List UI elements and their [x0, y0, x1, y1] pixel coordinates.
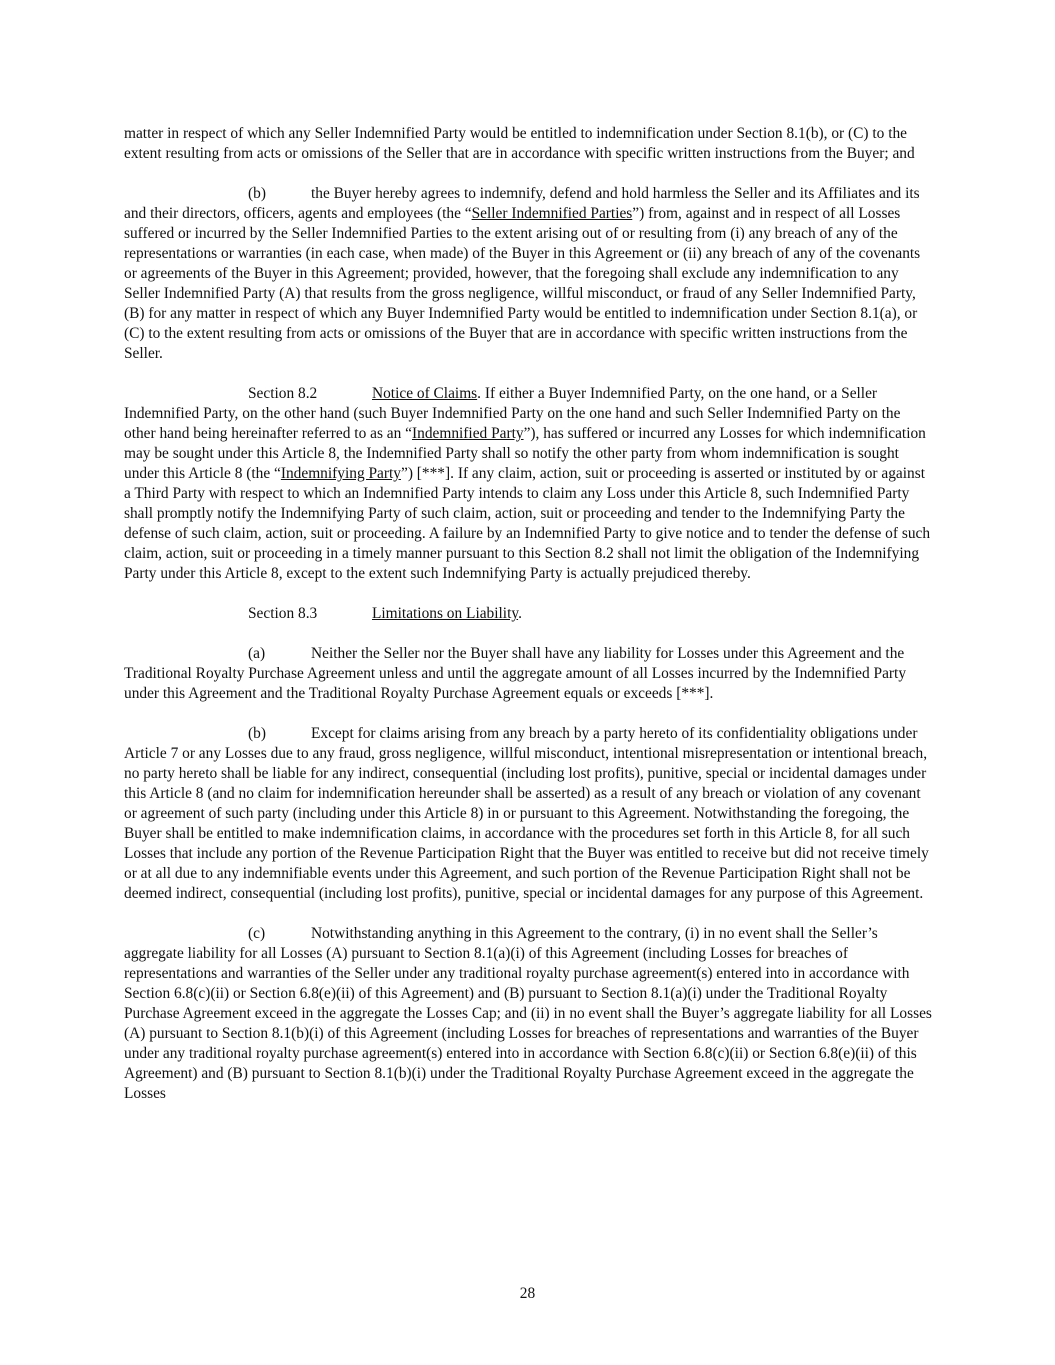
section-number: Section 8.3: [248, 605, 318, 622]
paragraph-text: ”) [***]. If any claim, action, suit or proceeding is asserted or instituted by or against a Third Party with respect to which an Indemnified Party intends to claim any Loss under this Article 8, such Indemnified Party shall promptly notify the Indemnifying Party of such claim, action, suit or proceeding and tender to the Indemnifying Party the defense of such claim, action, suit or proceeding. A failure by an Indemnified Party to give notice and to tender the defense of such claim, action, suit or proceeding in a timely manner pursuant to this Section 8.2 shall not limit the obligation of the Indemnifying Party under this Article 8, except to the extent such Indemnifying Party is actually prejudiced thereby.: [124, 465, 931, 582]
section-number: Section 8.2: [248, 385, 318, 402]
paragraph-label: (c): [248, 925, 266, 942]
paragraph-text: Notwithstanding anything in this Agreement to the contrary, (i) in no event shall the Seller’s aggregate liability for all Losses (A) pursuant to Section 8.1(a)(i) of this Agreement (including Losses for breaches of representations and warranties of the Seller under any traditional royalty purchase agreement(s) entered into in accordance with Section 6.8(c)(ii) or Section 6.8(e)(ii) of this Agreement) and (B) pursuant to Section 8.1(a)(i) under the Traditional Royalty Purchase Agreement exceed in the aggregate the Losses Cap; and (ii) in no event shall the Buyer’s aggregate liability for all Losses (A) pursuant to Section 8.1(b)(i) of this Agreement (including Losses for breaches of representations and warranties of the Buyer under any traditional royalty purchase agreement(s) entered into in accordance with Section 6.8(c)(ii) or Section 6.8(e)(ii) of this Agreement) and (B) pursuant to Section 8.1(b)(i) under the Traditional Royalty Purchase Agreement exceed in the aggregate the Losses: [124, 925, 932, 1102]
paragraph-label: (b): [248, 725, 266, 742]
paragraph-text: ”), has suffered or incurred any Losses for which indemnification may be sought under this Article 8, the Indemnified Party shall so notify the other party from whom indemnification is sought under this Article 8 (the “: [124, 425, 926, 482]
paragraph-continuation: [124, 124, 934, 164]
paragraph-b-seller-indemnification: [124, 184, 934, 364]
section-heading: Limitations on Liability: [372, 605, 519, 622]
paragraph-label: (a): [248, 645, 266, 662]
paragraph-text: matter in respect of which any Seller Indemnified Party would be entitled to indemnification under Section 8.1(b), or (C) to the extent resulting from acts or omissions of the Seller that are in accordance with specific written instructions from the Buyer; and: [124, 125, 915, 162]
page-number: 28: [519, 1285, 536, 1302]
paragraph-a-threshold: [124, 644, 934, 704]
paragraph-text: Neither the Seller nor the Buyer shall have any liability for Losses under this Agreement and the Traditional Royalty Purchase Agreement unless and until the aggregate amount of all Losses incurred by the Indemnified Party under this Agreement and the Traditional Royalty Purchase Agreement equals or exceeds [***].: [124, 645, 907, 702]
paragraph-label: (b): [248, 185, 266, 202]
paragraph-text: Except for claims arising from any breach by a party hereto of its confidentiality obligations under Article 7 or any Losses due to any fraud, gross negligence, willful misconduct, intentional misrepresentation or intentional breach, no party hereto shall be liable for any indirect, consequential (including lost profits), punitive, special or incidental damages under this Article 8 (and no claim for indemnification hereunder shall be asserted) as a result of any breach or violation of any covenant or agreement of such party (including under this Article 8) in or pursuant to this Agreement. Notwithstanding the foregoing, the Buyer shall be entitled to make indemnification claims, in accordance with the procedures set forth in this Article 8, for all such Losses that include any portion of the Revenue Participation Right that the Buyer was entitled to receive but did not receive timely or at all due to any indemnifiable events under this Agreement, and such portion of the Revenue Participation Right shall not be deemed indirect, consequential (including lost profits), punitive, special or incidental damages for any purpose of this Agreement.: [124, 725, 929, 902]
document-page: [124, 124, 934, 1124]
section-heading: Notice of Claims: [372, 385, 478, 402]
heading-period: .: [518, 605, 522, 622]
paragraph-text: ”) from, against and in respect of all Losses suffered or incurred by the Seller Indemnified Parties to the extent arising out of or resulting from (i) any breach of any of the representations or warranties (in each case, when made) of the Buyer in this Agreement or (ii) any breach of any of the covenants or agreements of the Buyer in this Agreement; provided, however, that the foregoing shall exclude any indemnification to any Seller Indemnified Party (A) that results from the gross negligence, willful misconduct, or fraud of any Seller Indemnified Party, (B) for any matter in respect of which any Buyer Indemnified Party would be entitled to indemnification under Section 8.1(a), or (C) to the extent resulting from acts or omissions of the Buyer that are in accordance with specific written instructions from the Seller.: [124, 205, 921, 362]
paragraph-b-consequential-damages: [124, 724, 934, 904]
defined-term-indemnified-party: Indemnified Party: [412, 425, 524, 442]
defined-term-seller-indemnified-parties: Seller Indemnified Parties: [471, 205, 633, 222]
section-8-2: [124, 384, 934, 584]
paragraph-text: the Buyer hereby agrees to indemnify, defend and hold harmless the Seller and its Affiliates and its and their directors, officers, agents and employees (the “: [124, 185, 920, 222]
paragraph-c-losses-cap: [124, 924, 934, 1104]
paragraph-text: . If either a Buyer Indemnified Party, on the one hand, or a Seller Indemnified Party, on the other hand (such Buyer Indemnified Party on the one hand and such Seller Indemnified Party on the other hand being hereinafter referred to as an “: [124, 385, 901, 442]
defined-term-indemnifying-party: Indemnifying Party: [280, 465, 401, 482]
section-8-3-heading: [124, 604, 934, 624]
